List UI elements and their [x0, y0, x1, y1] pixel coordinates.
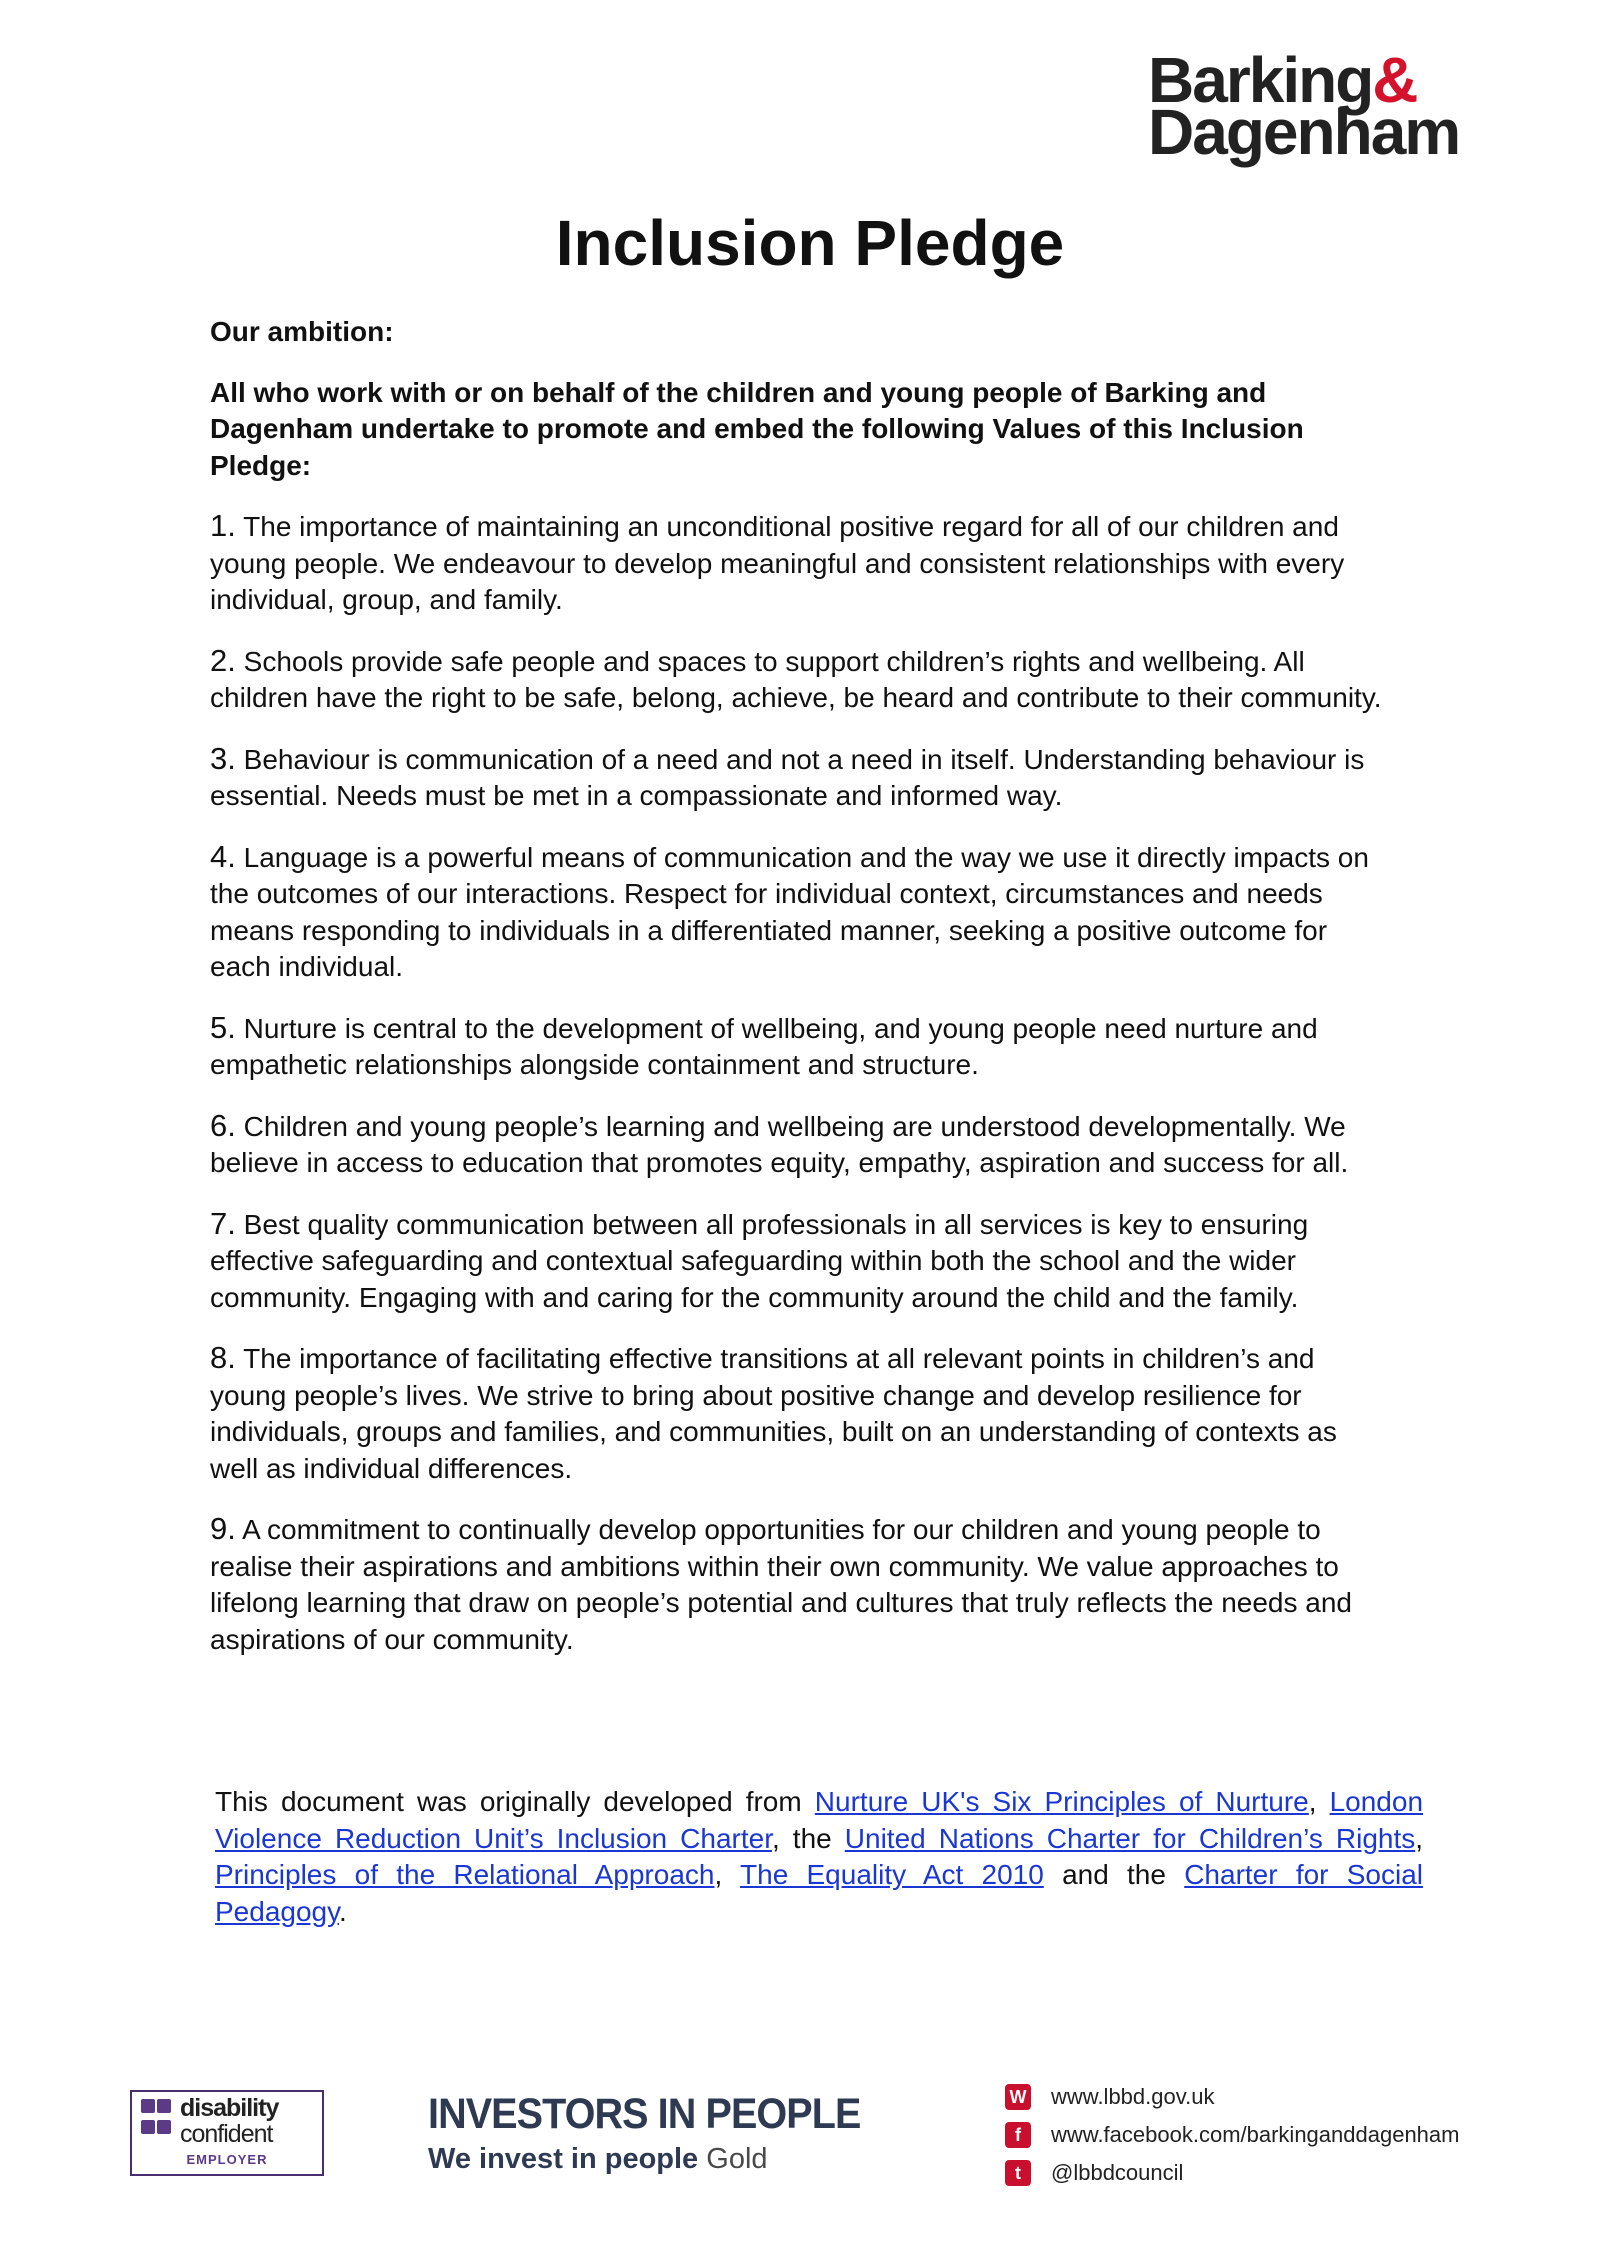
council-logo — [1148, 44, 1460, 168]
value-text: Behaviour is communication of a need and not a need in itself. Understanding behaviour is essential. Needs must be met in a compassionate and informed way. — [210, 743, 1365, 811]
logo-dagenham: Dagenham — [1148, 96, 1460, 168]
source-separator: , the — [771, 1822, 832, 1854]
page-footer — [0, 2060, 1600, 2210]
iip-tagline: We invest in people — [428, 2143, 699, 2175]
value-item — [210, 839, 1390, 986]
investors-in-people-logo — [428, 2090, 898, 2176]
value-item — [210, 741, 1390, 815]
contact-facebook[interactable] — [1005, 2116, 1459, 2154]
value-number: 4. — [210, 838, 236, 874]
value-text: Language is a powerful means of communication and the way we use it directly impacts on the outcomes of our interactions. Respect for individual context, circumstances and needs means responding to individuals in a differentiated manner, seeking a positive outcome for each individual. — [210, 841, 1369, 982]
value-item — [210, 643, 1390, 717]
value-item — [210, 508, 1390, 619]
iip-tagline-row — [428, 2143, 898, 2176]
value-item — [210, 1108, 1390, 1182]
value-text: Best quality communication between all professionals in all services is key to ensuring effective safeguarding and contextual safeguarding within both the school and the wider community. Engaging with and caring for the community around the child and the family. — [210, 1208, 1309, 1313]
disability-confident-badge — [130, 2090, 324, 2176]
logo-ampersand: & — [1372, 44, 1417, 116]
source-separator: , — [714, 1859, 723, 1890]
logo-barking: Barking — [1148, 44, 1373, 116]
iip-title: INVESTORS IN PEOPLE — [428, 2090, 861, 2138]
value-number: 8. — [210, 1340, 236, 1375]
link-equality-act[interactable]: The Equality Act 2010 — [740, 1859, 1044, 1890]
value-number: 1. — [210, 508, 236, 543]
web-icon: W — [1005, 2084, 1031, 2110]
value-text: Schools provide safe people and spaces to support children’s rights and wellbeing. All children have the right to be safe, belong, achieve, be heard and contribute to their community. — [210, 645, 1382, 713]
value-number: 7. — [210, 1205, 236, 1241]
value-text: Children and young people’s learning and wellbeing are understood developmentally. We believe in access to education that promotes equity, empathy, aspiration and success for all. — [210, 1110, 1349, 1178]
value-item — [210, 1010, 1390, 1084]
contact-twitter[interactable] — [1005, 2154, 1459, 2192]
dc-line1: disability — [180, 2094, 279, 2122]
source-separator: , — [1308, 1786, 1317, 1817]
source-paragraph — [215, 1784, 1423, 1930]
link-relational-approach[interactable]: Principles of the Relational Approach — [215, 1859, 715, 1890]
contact-text: www.facebook.com/barkinganddagenham — [1051, 2122, 1460, 2147]
value-text: A commitment to continually develop opportunities for our children and young people to realise their aspirations and ambitions within their own community. We value approaches to lifelong learning that draw on people’s potential and cultures that truly reflects the needs and aspirations of our community. — [210, 1514, 1352, 1655]
ambition-label: Our ambition: — [210, 316, 394, 347]
value-number: 6. — [210, 1107, 236, 1143]
value-number: 9. — [210, 1511, 236, 1546]
value-text: Nurture is central to the development of wellbeing, and young people need nurture and empathetic relationships alongside containment and structure. — [210, 1012, 1318, 1080]
twitter-icon: t — [1005, 2160, 1031, 2186]
source-separator: , — [1415, 1822, 1424, 1854]
contact-website[interactable] — [1005, 2078, 1459, 2116]
contact-text: www.lbbd.gov.uk — [1051, 2084, 1215, 2109]
source-separator: and the — [1062, 1859, 1166, 1890]
source-end: . — [339, 1895, 347, 1927]
dc-line3: EMPLOYER — [186, 2152, 268, 2167]
page-title: Inclusion Pledge — [555, 207, 1065, 279]
contact-text: @lbbdcouncil — [1051, 2160, 1184, 2185]
value-text: The importance of maintaining an unconditional positive regard for all of our children and young people. We endeavour to develop meaningful and consistent relationships with every individual, group, and family. — [210, 511, 1345, 615]
dc-line2: confident — [180, 2120, 273, 2148]
value-number: 2. — [210, 642, 236, 678]
pledge-body — [210, 314, 1390, 1682]
source-prefix: This document was originally developed from — [215, 1786, 802, 1817]
link-london-vru[interactable]: London Violence Reduction Unit’s Inclusion Charter — [215, 1786, 1424, 1854]
contact-list — [1005, 2078, 1459, 2192]
iip-level: Gold — [706, 2143, 768, 2175]
facebook-icon: f — [1005, 2122, 1031, 2148]
ambition-intro: All who work with or on behalf of the children and young people of Barking and Dagenham undertake to promote and embed the following Values of this Inclusion Pledge: — [210, 376, 1304, 481]
value-item — [210, 1206, 1390, 1317]
link-social-pedagogy[interactable]: Charter for Social Pedagogy — [215, 1859, 1423, 1927]
value-number: 5. — [210, 1009, 236, 1045]
value-text: The importance of facilitating effective transitions at all relevant points in children’s and young people’s lives. We strive to bring about positive change and develop resilience for individuals, groups and families, and communities, built on an understanding of contexts as well as individual differences. — [210, 1343, 1337, 1484]
value-item — [210, 1511, 1390, 1658]
value-number: 3. — [210, 740, 236, 776]
disability-confident-icon — [140, 2098, 174, 2140]
link-un-charter[interactable]: United Nations Charter for Children’s Rights — [844, 1822, 1416, 1854]
value-item — [210, 1340, 1390, 1487]
link-nurture-uk[interactable]: Nurture UK's Six Principles of Nurture — [814, 1786, 1309, 1817]
